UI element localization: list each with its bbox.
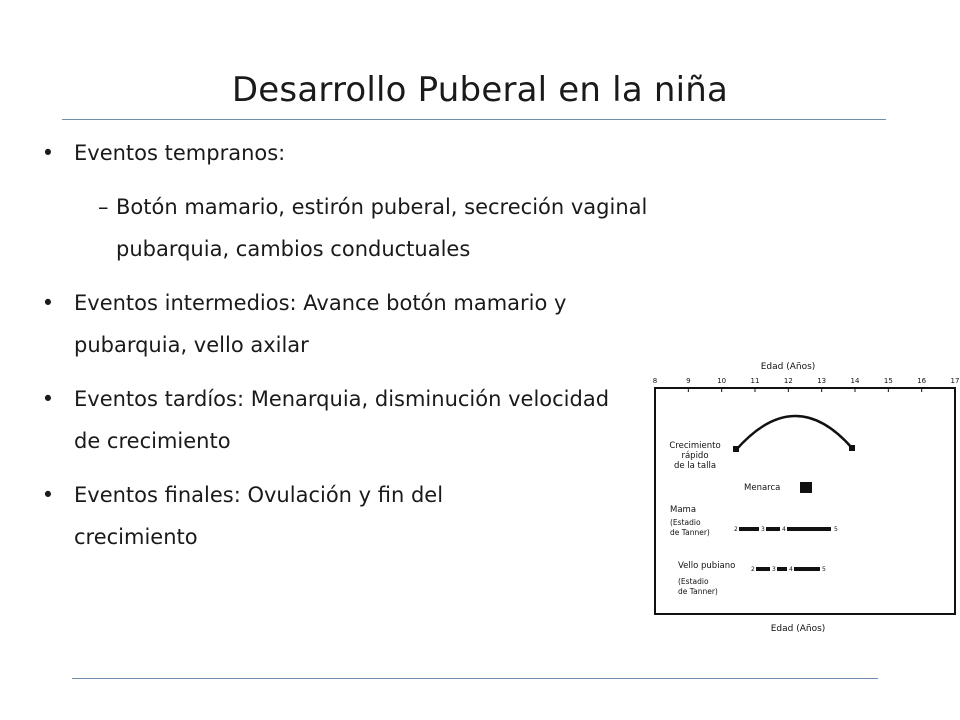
age-tick-label: 13 (817, 377, 827, 385)
vello-label-line: (Estadio (678, 577, 709, 586)
bullet-marker: • (41, 141, 55, 165)
bottom-axis-label: Edad (Años) (770, 624, 826, 634)
growth-end-marker (849, 445, 855, 451)
title-underline (62, 119, 886, 120)
mama-label-line: Mama (670, 505, 697, 515)
top-axis-ticks (653, 377, 960, 392)
bullet-text: Eventos tempranos: (74, 141, 286, 165)
sub-bullet-text: Botón mamario, estirón puberal, secreción vaginal pubarquia, cambios conductuales (116, 195, 648, 261)
age-tick-label: 16 (917, 377, 927, 385)
age-tick-label: 14 (850, 377, 860, 385)
mama-stage-segment (739, 527, 759, 531)
bullet-marker: • (41, 387, 55, 411)
age-tick-label: 10 (717, 377, 727, 385)
growth-label-line: Crecimiento (669, 441, 721, 451)
mama-stage-label: 2 (734, 526, 738, 533)
vello-stage-segment (777, 567, 787, 571)
bullet-list (38, 132, 678, 570)
top-axis-label: Edad (Años) (760, 362, 816, 372)
growth-start-marker (733, 446, 739, 452)
growth-curve (736, 416, 852, 450)
slide-title: Desarrollo Puberal en la niña (231, 70, 729, 110)
mama-stage-label: 5 (834, 526, 838, 533)
vello-label-line: Vello pubiano (678, 561, 736, 571)
bullet-item (38, 378, 678, 462)
age-tick-label: 8 (652, 377, 658, 385)
sub-bullet-marker: – (98, 195, 109, 219)
age-tick-label: 17 (950, 377, 960, 385)
mama-stage-segment (766, 527, 780, 531)
vello-stage-label: 5 (822, 566, 826, 573)
puberty-timeline-figure (640, 355, 958, 645)
mama-label-line: (Estadio (670, 518, 701, 527)
mama-stage-label: 4 (782, 526, 786, 533)
mama-stage-bar (734, 526, 838, 533)
menarca-marker (800, 482, 812, 493)
vello-stage-label: 2 (751, 566, 755, 573)
vello-stage-segment (756, 567, 770, 571)
vello-stage-segment (794, 567, 820, 571)
bullet-item (38, 132, 678, 174)
bullet-text: Eventos intermedios: Avance botón mamario y pubarquia, vello axilar (74, 291, 567, 357)
timeline-diagram (640, 355, 958, 645)
menarca-label: Menarca (744, 483, 781, 493)
bullet-text: Eventos tardíos: Menarquia, disminución velocidad de crecimiento (74, 387, 610, 453)
age-tick-label: 12 (783, 377, 793, 385)
bullet-marker: • (41, 483, 55, 507)
sub-bullet-item (38, 186, 678, 270)
bullet-item (38, 474, 678, 558)
growth-label-line: rápido (681, 451, 709, 461)
vello-stage-label: 4 (789, 566, 793, 573)
mama-stage-segment (787, 527, 831, 531)
vello-label-line: de Tanner) (678, 587, 718, 596)
vello-stage-label: 3 (772, 566, 776, 573)
age-tick-label: 15 (883, 377, 893, 385)
vello-stage-bar (751, 566, 826, 573)
mama-label-line: de Tanner) (670, 528, 710, 537)
age-tick-label: 11 (750, 377, 760, 385)
bullet-item (38, 282, 678, 366)
mama-stage-label: 3 (761, 526, 765, 533)
age-tick-label: 9 (686, 377, 691, 385)
bullet-text: Eventos finales: Ovulación y fin del crecimiento (74, 483, 444, 549)
footer-rule (72, 678, 878, 679)
growth-label-line: de la talla (673, 461, 717, 471)
bullet-marker: • (41, 291, 55, 315)
